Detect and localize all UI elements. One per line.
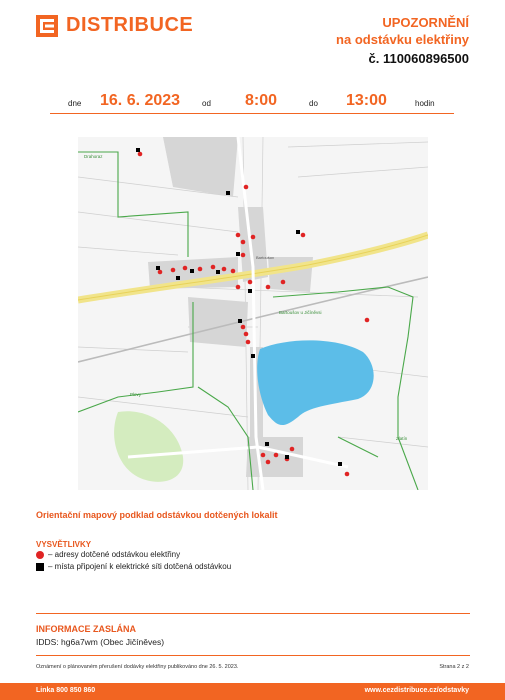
- cez-logo: [36, 14, 193, 37]
- info-divider-top: [36, 613, 470, 614]
- logo-text: DISTRIBUCE: [66, 14, 194, 36]
- notice-header: [336, 14, 469, 67]
- outage-schedule: [50, 92, 454, 112]
- cez-logo-icon: [36, 15, 58, 37]
- end-time: 13:00: [346, 92, 387, 109]
- hotline: Linka 800 850 860: [36, 687, 96, 694]
- legend-item-connections: [36, 562, 231, 571]
- legend-connections-text: – místa připojení k elektrické síti dotčená odstávkou: [48, 562, 232, 571]
- to-label: do: [309, 99, 318, 108]
- map-label-bartousov-u-jicinevsi: Bartoušov u Jičíněvsi: [279, 310, 322, 315]
- legend-item-addresses: [36, 550, 180, 559]
- info-divider-bottom: [36, 655, 470, 656]
- notice-subtitle: na odstávku elektřiny: [336, 32, 469, 47]
- outage-map: [78, 137, 428, 490]
- from-label: od: [202, 99, 211, 108]
- map-graphic: [78, 137, 428, 490]
- start-time: 8:00: [245, 92, 278, 109]
- outage-date: 16. 6. 2023: [100, 92, 181, 109]
- hours-label: hodin: [415, 99, 435, 108]
- info-title: INFORMACE ZASLÁNA: [36, 624, 136, 634]
- date-label: dne: [68, 99, 82, 108]
- map-label-plevy: Plevy: [130, 392, 142, 397]
- map-label-zlatin: Zlatín: [396, 436, 408, 441]
- schedule-divider: [50, 113, 454, 114]
- black-square-icon: [36, 563, 44, 571]
- notice-title: UPOZORNĚNÍ: [382, 15, 469, 30]
- website-link[interactable]: www.cezdistribuce.cz/odstavky: [364, 687, 469, 694]
- footer-bar: [0, 683, 505, 700]
- map-label-bartousov: Bartoušov: [256, 255, 275, 260]
- legend-title: VYSVĚTLIVKY: [36, 540, 92, 549]
- notice-number: č. 110060896500: [368, 51, 469, 66]
- map-caption: Orientační mapový podklad odstávkou dotčených lokalit: [36, 510, 278, 520]
- publication-note: Oznámení o plánovaném přerušení dodávky elektřiny publikováno dne 26. 5. 2023.: [36, 664, 239, 670]
- info-recipient: IDDS: hg6a7wm (Obec Jičíněves): [36, 637, 165, 647]
- red-dot-icon: [36, 551, 44, 559]
- page-number: Strana 2 z 2: [439, 664, 469, 670]
- map-label-drahoraz: Drahoraz: [84, 154, 103, 159]
- legend-addresses-text: – adresy dotčené odstávkou elektřiny: [48, 550, 181, 559]
